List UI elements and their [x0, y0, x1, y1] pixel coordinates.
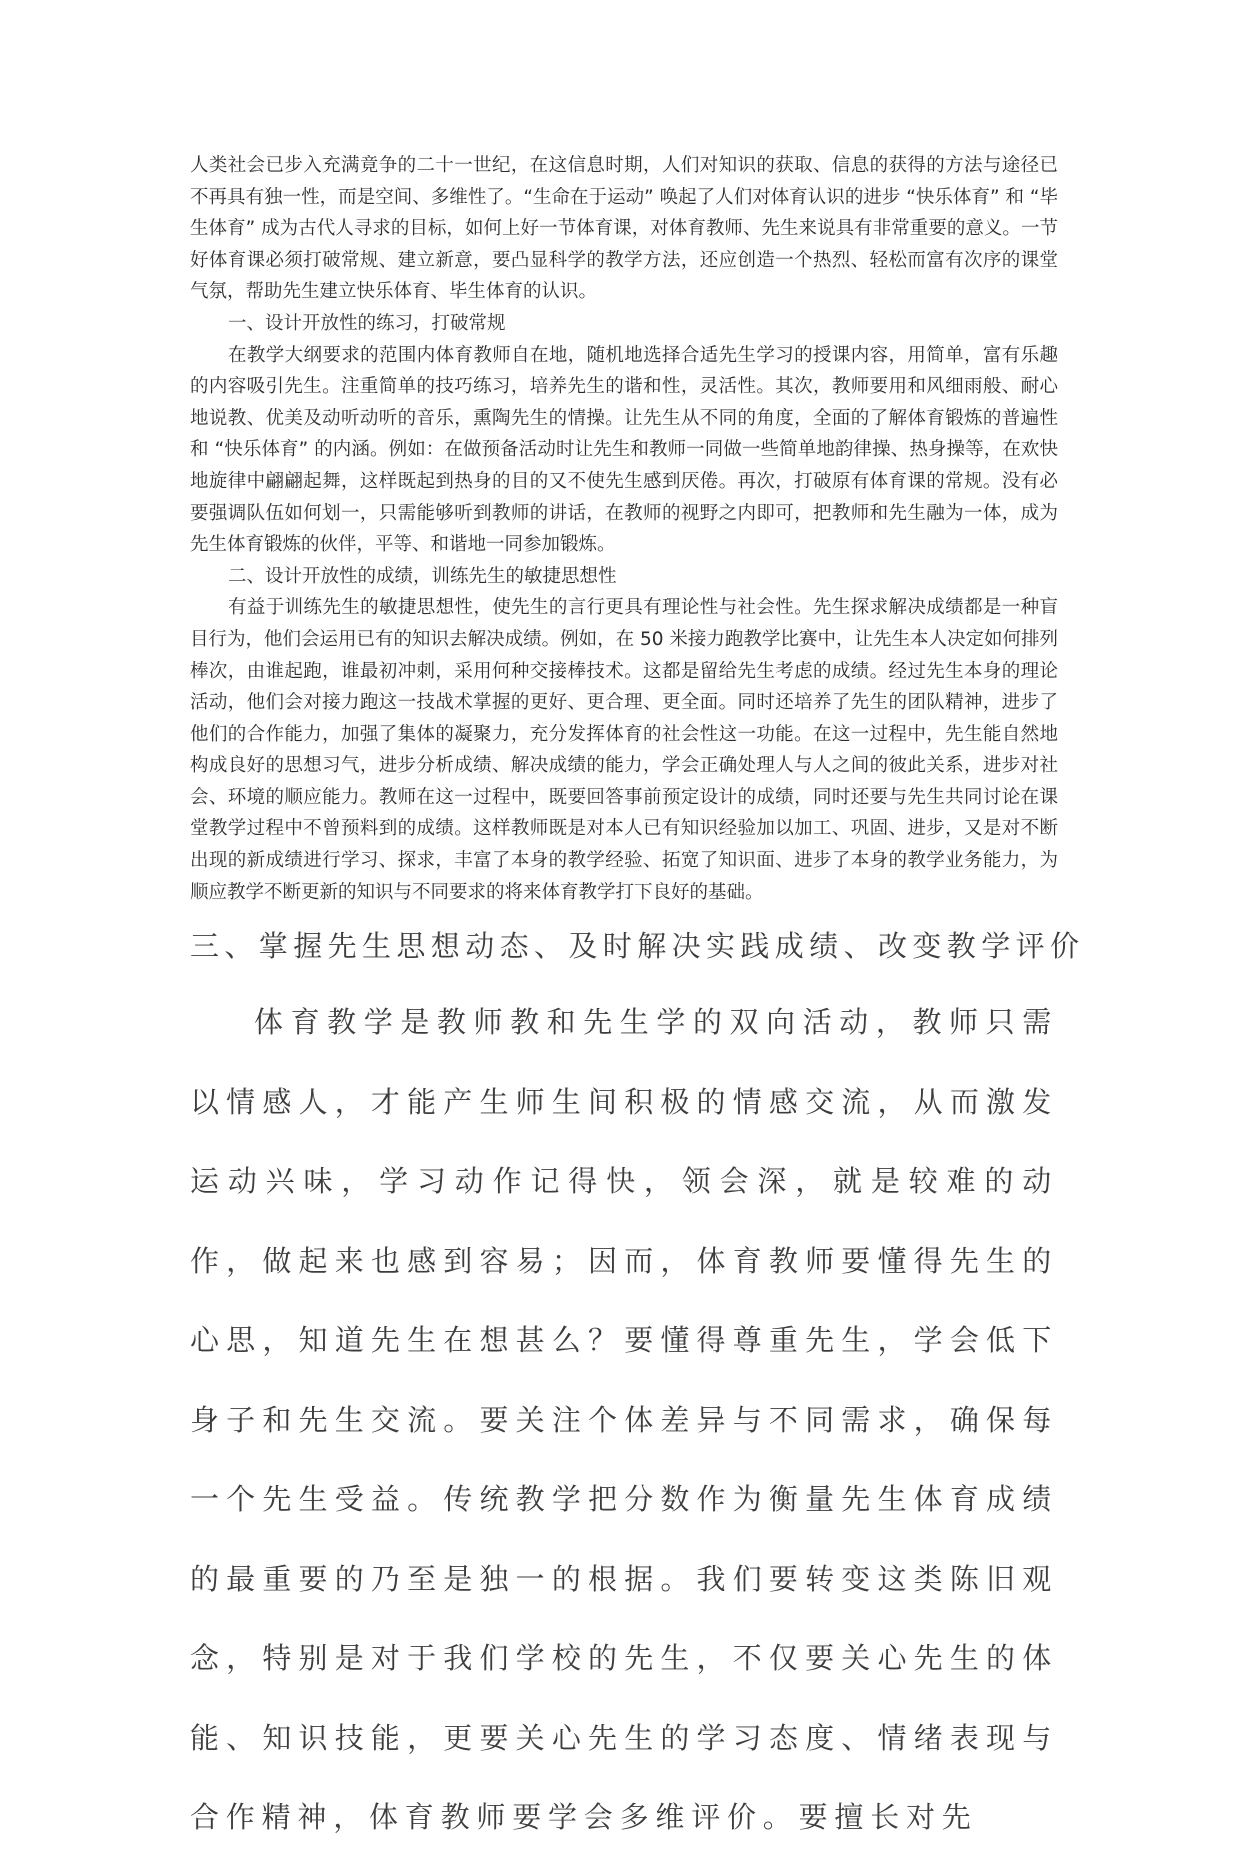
- section-1-heading: 一、设计开放性的练习，打破常规: [228, 312, 506, 334]
- small-text-section: [190, 150, 1058, 908]
- document-page: [190, 150, 1085, 1858]
- section-2-heading: 二、设计开放性的成绩，训练先生的敏捷思想性: [228, 565, 617, 587]
- section-3-heading: 三、掌握先生思想动态、及时解决实践成绩、改变教学评价: [190, 929, 1085, 964]
- section-1-paragraph: 在教学大纲要求的范围内体育教师自在地，随机地选择合适先生学习的授课内容，用简单，富有乐趣的内容吸引先生。注重简单的技巧练习，培养先生的谐和性，灵活性。其次，教师要用和风细雨般、耐心地说教、优美及动听动听的音乐，熏陶先生的情操。让先生从不同的角度，全面的了解体育锻炼的普遍性和 “快乐体育” 的内涵。例如：在做预备活动时让先生和教师一同做一些简单地韵律操、热身操等，在欢快地旋律中翩翩起舞，这样既起到热身的目的又不使先生感到厌倦。再次，打破原有体育课的常规。没有必要强调队伍如何划一，只需能够听到教师的讲话，在教师的视野之内即可，把教师和先生融为一体，成为先生体育锻炼的伙伴，平等、和谐地一同参加锻炼。: [190, 344, 1058, 556]
- section-3-paragraph: 体育教学是教师教和先生学的双向活动，教师只需以情感人，才能产生师生间积极的情感交流，从而激发运动兴味，学习动作记得快，领会深，就是较难的动作，做起来也感到容易；因而，体育教师要懂得先生的心思，知道先生在想甚么？要懂得尊重先生，学会低下身子和先生交流。要关注个体差异与不同需求，确保每一个先生受益。传统教学把分数作为衡量先生体育成绩的最重要的乃至是独一的根据。我们要转变这类陈旧观念，特别是对于我们学校的先生，不仅要关心先生的体能、知识技能，更要关心先生的学习态度、情绪表现与合作精神，体育教师要学会多维评价。要擅长对先: [190, 1005, 1058, 1835]
- intro-paragraph: 人类社会已步入充满竟争的二十一世纪，在这信息时期，人们对知识的获取、信息的获得的方法与途径已不再具有独一性，而是空间、多维性了。“生命在于运动” 唤起了人们对体育认识的进步 “快乐体育” 和 “毕生体育” 成为古代人寻求的目标，如何上好一节体育课，对体育教师、先生来说具有非常重要的意义。一节好体育课必须打破常规、建立新意，要凸显科学的教学方法，还应创造一个热烈、轻松而富有次序的课堂气氛，帮助先生建立快乐体育、毕生体育的认识。: [190, 155, 1058, 303]
- section-2-paragraph: 有益于训练先生的敏捷思想性，使先生的言行更具有理论性与社会性。先生探求解决成绩都是一种盲目行为，他们会运用已有的知识去解决成绩。例如，在 50 米接力跑教学比赛中，让先生本人决定如何排列棒次，由谁起跑，谁最初冲刺，采用何种交接棒技术。这都是留给先生考虑的成绩。经过先生本身的理论活动，他们会对接力跑这一技战术掌握的更好、更合理、更全面。同时还培养了先生的团队精神，进步了他们的合作能力，加强了集体的凝聚力，充分发挥体育的社会性这一功能。在这一过程中，先生能自然地构成良好的思想习气，进步分析成绩、解决成绩的能力，学会正确处理人与人之间的彼此关系，进步对社会、环境的顺应能力。教师在这一过程中，既要回答事前预定设计的成绩，同时还要与先生共同讨论在课堂教学过程中不曾预料到的成绩。这样教师既是对本人已有知识经验加以加工、巩固、进步，又是对不断出现的新成绩进行学习、探求，丰富了本身的教学经验、拓宽了知识面、进步了本身的教学业务能力，为顺应教学不断更新的知识与不同要求的将来体育教学打下良好的基础。: [190, 597, 1058, 903]
